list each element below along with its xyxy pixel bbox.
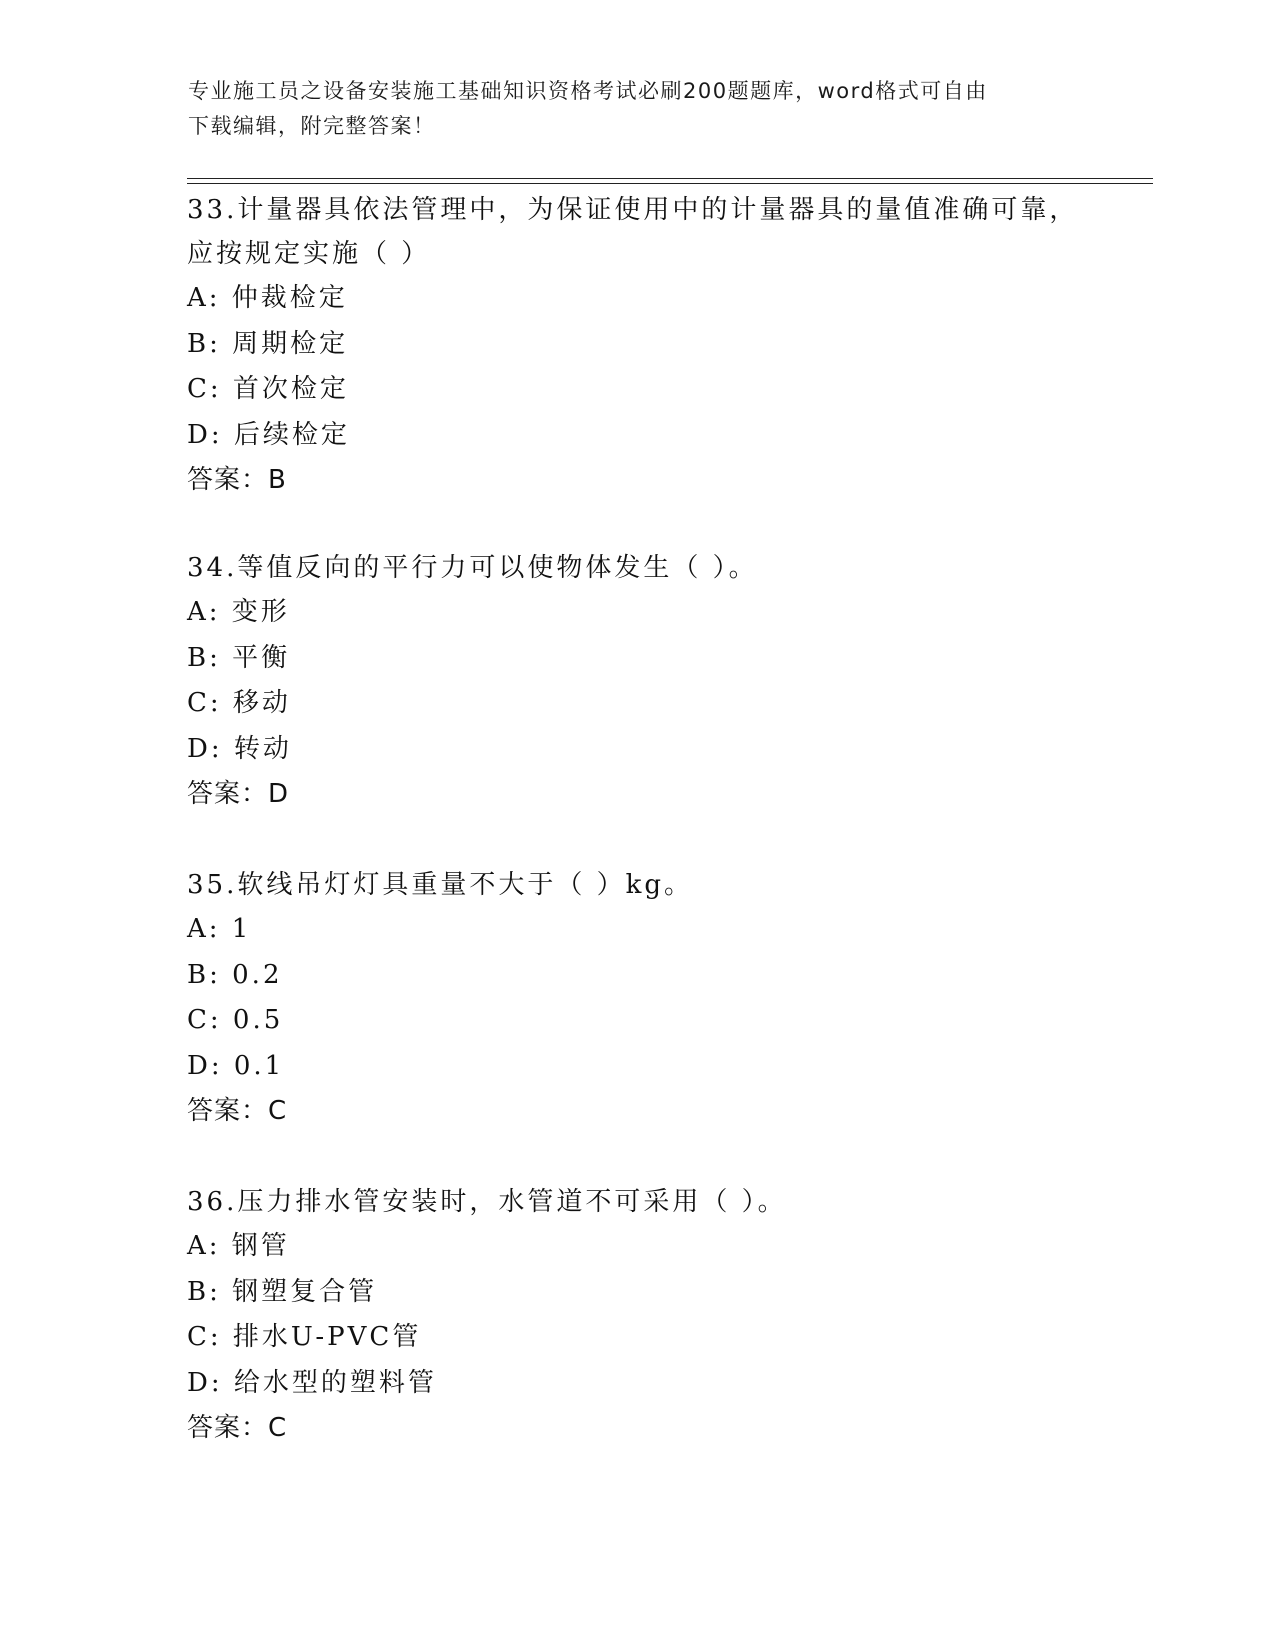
- question-34: [187, 546, 1107, 818]
- question-stem: 36.压力排水管安装时，水管道不可采用（ ）。: [187, 1187, 787, 1217]
- option-b: B: 0.2: [187, 959, 283, 990]
- option-a: A: 钢管: [187, 1231, 290, 1261]
- header-title-line-2: 下载编辑，附完整答案！: [188, 114, 436, 138]
- option-c: C: 排水U-PVC管: [187, 1322, 422, 1352]
- header-title-line-1: 专业施工员之设备安装施工基础知识资格考试必刷200题题库，word格式可自由: [188, 79, 988, 103]
- option-b: B: 平衡: [187, 642, 291, 673]
- document-header: [188, 74, 1068, 144]
- option-a: A: 仲裁检定: [187, 283, 348, 313]
- answer: 答案：D: [187, 779, 290, 809]
- option-d: D: 后续检定: [187, 419, 350, 450]
- question-35: [187, 863, 1107, 1135]
- question-36: [187, 1180, 1107, 1452]
- question-stem: 35.软线吊灯灯具重量不大于（ ）kg。: [187, 870, 694, 900]
- option-b: B: 钢塑复合管: [187, 1276, 378, 1307]
- option-b: B: 周期检定: [187, 328, 349, 359]
- question-stem: 34.等值反向的平行力可以使物体发生（ ）。: [187, 553, 758, 583]
- header-divider-bottom: [187, 183, 1153, 184]
- answer: 答案：C: [187, 1413, 288, 1443]
- option-c: C: 首次检定: [187, 374, 349, 404]
- option-d: D: 转动: [187, 733, 292, 764]
- question-stem: 33.计量器具依法管理中，为保证使用中的计量器具的量值准确可靠，: [187, 195, 1079, 225]
- answer: 答案：C: [187, 1096, 288, 1126]
- option-c: C: 移动: [187, 688, 291, 718]
- answer: 答案：B: [187, 465, 287, 495]
- option-a: A: 变形: [187, 597, 290, 627]
- option-d: D: 给水型的塑料管: [187, 1367, 437, 1398]
- question-stem-continued: 应按规定实施（ ）: [187, 239, 431, 269]
- header-divider-top: [187, 178, 1153, 179]
- option-c: C: 0.5: [187, 1005, 284, 1035]
- option-a: A: 1: [187, 914, 252, 944]
- question-33: [187, 188, 1107, 504]
- option-d: D: 0.1: [187, 1050, 285, 1081]
